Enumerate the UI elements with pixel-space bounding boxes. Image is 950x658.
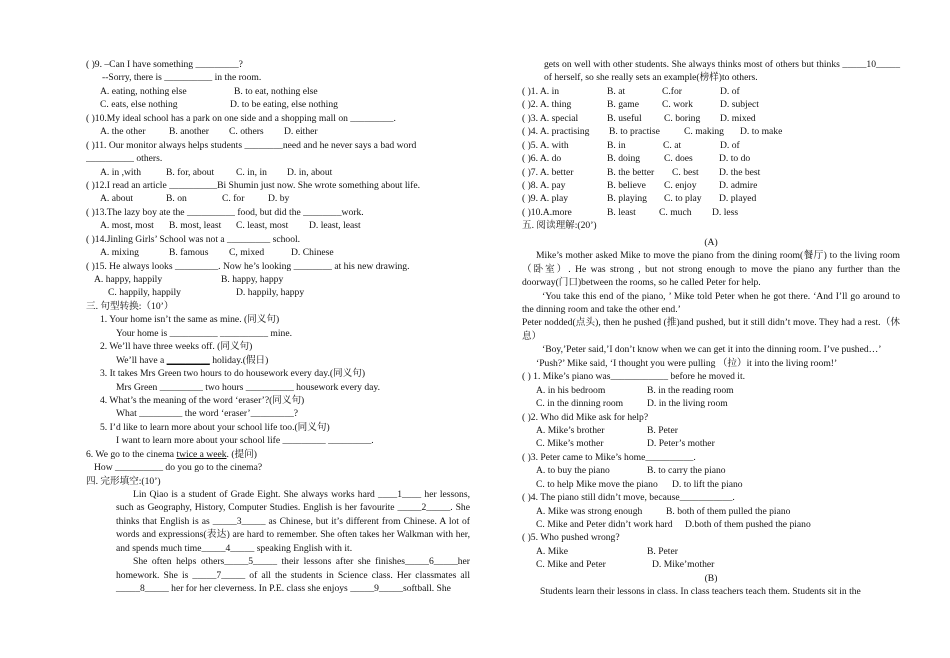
- q9-option-a: A. eating, nothing else: [100, 85, 187, 97]
- s6-question: [86, 448, 470, 461]
- cloze-opt-c: C. much: [659, 206, 692, 218]
- cloze-opt-b: B. the better: [607, 166, 655, 178]
- rq1-stem: ( ) 1. Mike’s piano was____________ before he moved it.: [522, 371, 746, 383]
- q13-option-b: B. most, least: [169, 220, 222, 232]
- cloze-opt-b: B. believe: [607, 179, 646, 191]
- cloze-opt-c: C. enjoy: [664, 179, 697, 191]
- s2-blank-line: _________: [166, 354, 210, 366]
- rq1-option-b: B. in the reading room: [647, 384, 734, 396]
- cloze-opt-b: B. game: [607, 99, 639, 111]
- q12-option-a: A. about: [100, 193, 134, 205]
- q14-options: [86, 246, 470, 259]
- cloze-paragraph-1: Lin Qiao is a student of Grade Eight. She always works hard ____1____ her lessons, such as Geography, History, Computer Studies. English is her favourite _____2_____. She thinks that English is as _____3_____ as Chinese, but it’s different from Chinese. A lot of words and expressions(表达) are hard to remember. She often takes her Walkman with her, and spends much time_____4_____ speaking English with it.: [116, 489, 470, 554]
- q9-options-row2: [86, 98, 470, 111]
- rq3-option-b: B. to carry the piano: [647, 465, 726, 477]
- cloze-option-row: [522, 98, 900, 111]
- cloze-option-row: [522, 112, 900, 125]
- cloze-opt-b: B. useful: [607, 112, 642, 124]
- cloze-opt-c: C. making: [684, 126, 724, 138]
- cloze-opt-c: C. best: [672, 166, 699, 178]
- q10-stem: ( )10.My ideal school has a park on one side and a shopping mall on _________.: [86, 112, 396, 124]
- cloze-opt-d: D. to make: [740, 126, 783, 138]
- passage-a-paragraph-1: Mike’s mother asked Mike to move the piano from the dining room(餐厅) to the living room（卧室）. He was strong , but not strong enough to move the piano any further than the doorway(门口)between the rooms, so he called Peter for help.: [522, 250, 900, 289]
- rq5-option-d: D. Mike’mother: [652, 559, 715, 571]
- rq3-options-row1: [522, 464, 900, 477]
- cloze-opt-d: D. less: [712, 206, 739, 218]
- cloze-opt-c: C. at: [663, 139, 682, 151]
- q13-option-d: D. least, least: [309, 220, 361, 232]
- section4-title: 四. 完形填空:(10’): [86, 475, 161, 487]
- cloze-opt-b: B. least: [607, 206, 636, 218]
- q13-stem: ( )13.The lazy boy ate the __________ food, but did the ________work.: [86, 206, 364, 218]
- cloze-options-list: [522, 85, 900, 219]
- s3-blank: Mrs Green _________ two hours __________ housework every day.: [116, 381, 380, 393]
- cloze-option-row: [522, 206, 900, 219]
- cloze-option-row: [522, 125, 900, 138]
- cloze-option-row: [522, 166, 900, 179]
- q15-options-row1: [86, 273, 470, 286]
- passage-a-paragraph-5: ‘Push?’ Mike said, ‘I thought you were pulling （拉）it into the living room!’: [536, 357, 838, 369]
- cloze-opt-b: B. playing: [607, 193, 647, 205]
- rq4-options-row2: [522, 518, 900, 531]
- cloze-opt-d: D. mixed: [720, 112, 756, 124]
- q13-options: [86, 219, 470, 232]
- cloze-opt-c: C. to play: [664, 193, 702, 205]
- rq3-stem: ( )3. Peter came to Mike’s home__________.: [522, 451, 696, 463]
- rq3-options-row2: [522, 478, 900, 491]
- cloze-opt-c: C. boring: [664, 112, 701, 124]
- cloze-option-row: [522, 179, 900, 192]
- rq4-option-a: A. Mike was strong enough: [536, 505, 643, 517]
- rq1-option-c: C. in the dinning room: [536, 398, 624, 410]
- s2-blank: [86, 354, 470, 367]
- cloze-opt-b: B. to practise: [609, 126, 660, 138]
- s3-question: 3. It takes Mrs Green two hours to do housework every day.(同义句): [100, 368, 366, 380]
- s4-blank: What _________ the word ‘eraser’_________?: [116, 408, 299, 420]
- cloze-option-row: [522, 85, 900, 98]
- cloze-opt-d: D. played: [719, 193, 757, 205]
- cloze-opt-a: ( )1. A. in: [522, 85, 560, 97]
- cloze-option-row: [522, 152, 900, 165]
- cloze-opt-a: ( )6. A. do: [522, 153, 562, 165]
- rq2-option-d: D. Peter’s mother: [647, 438, 715, 450]
- rq2-option-c: C. Mike’s mother: [536, 438, 604, 450]
- cloze-opt-c: C. does: [664, 153, 693, 165]
- cloze-option-row: [522, 139, 900, 152]
- q11-options: [86, 166, 470, 179]
- cloze-opt-a: ( )9. A. play: [522, 193, 569, 205]
- passage-a-label: (A): [704, 236, 718, 248]
- cloze-opt-d: D. subject: [720, 99, 759, 111]
- cloze-opt-d: D. to do: [719, 153, 751, 165]
- q15-stem: ( )15. He always looks _________. Now he’s looking ________ at his new drawing.: [86, 260, 410, 272]
- q10-option-a: A. the other: [100, 126, 146, 138]
- q13-option-c: C. least, most: [236, 220, 289, 232]
- passage-a-paragraph-2: ‘You take this end of the piano, ’ Mike told Peter when he got there. ‘And I’ll go around to the dinning room and take the other end.’: [522, 290, 900, 315]
- cloze-option-row: [522, 192, 900, 205]
- rq3-option-a: A. to buy the piano: [536, 465, 610, 477]
- s1-blank: Your home is __________ __________ mine.: [116, 327, 292, 339]
- rq2-option-b: B. Peter: [647, 424, 678, 436]
- cloze-paragraph-2: She often helps others_____5_____ their lessons after she finishes_____6_____her homework. She is _____7_____ of all the students in Science class. Her classmates all _____8_____ her for her cleverness. In P.E. class she enjoys _____9_____softball. She: [116, 556, 470, 595]
- cloze-continuation: gets on well with other students. She always thinks most of others but thinks _____10_____ of herself, so she really sets an example(榜样)to others.: [544, 59, 900, 84]
- q15-options-row2: [86, 286, 470, 299]
- cloze-opt-a: ( )7. A. better: [522, 166, 574, 178]
- q15-option-c: C. happily, happily: [108, 287, 181, 299]
- q9-answer: --Sorry, there is __________ in the room.: [102, 72, 262, 84]
- rq2-option-a: A. Mike’s brother: [536, 424, 605, 436]
- q14-option-d: D. Chinese: [291, 247, 334, 259]
- q9-option-d: D. to be eating, else nothing: [230, 99, 338, 111]
- s6-blank: How __________ do you go to the cinema?: [94, 462, 263, 474]
- rq2-options-row1: [522, 424, 900, 437]
- right-column: [522, 58, 900, 599]
- cloze-opt-d: D. admire: [719, 179, 758, 191]
- s2-blank-post: holiday.(假日): [209, 354, 269, 366]
- s6-question-pre: 6. We go to the cinema: [86, 448, 177, 460]
- q15-option-d: D. happily, happy: [236, 287, 305, 299]
- q12-option-d: D. by: [268, 193, 290, 205]
- s1-question: 1. Your home isn’t the same as mine. (同义句): [100, 314, 280, 326]
- rq4-option-d: D.both of them pushed the piano: [685, 519, 811, 531]
- rq1-option-d: D. in the living room: [647, 398, 728, 410]
- q9-options-row1: [86, 85, 470, 98]
- rq2-stem: ( )2. Who did Mike ask for help?: [522, 411, 649, 423]
- q14-option-a: A. mixing: [100, 247, 139, 259]
- q11-option-c: C. in, in: [236, 166, 267, 178]
- q10-option-c: C. others: [229, 126, 264, 138]
- q12-options: [86, 192, 470, 205]
- rq5-options-row1: [522, 545, 900, 558]
- rq2-options-row2: [522, 437, 900, 450]
- s4-question: 4. What’s the meaning of the word ‘eraser’?(同义句): [100, 394, 305, 406]
- q10-options: [86, 125, 470, 138]
- rq4-option-c: C. Mike and Peter didn’t work hard: [536, 519, 673, 531]
- q9-option-c: C. eats, else nothing: [100, 99, 178, 111]
- s2-blank-pre: We’ll have a: [116, 354, 167, 366]
- q11-option-a: A. in ,with: [100, 166, 142, 178]
- q11-stem: ( )11. Our monitor always helps students ________need and he never says a bad word: [86, 139, 417, 151]
- q14-option-b: B. famous: [169, 247, 209, 259]
- rq3-option-c: C. to help Mike move the piano: [536, 478, 658, 490]
- q10-option-d: D. either: [284, 126, 318, 138]
- section5-title: 五. 阅读理解:(20’): [522, 220, 597, 232]
- q12-option-c: C. for: [222, 193, 245, 205]
- cloze-opt-b: B. at: [607, 85, 626, 97]
- rq5-option-b: B. Peter: [647, 545, 678, 557]
- passage-b-paragraph-1: Students learn their lessons in class. In class teachers teach them. Students sit in the: [540, 586, 861, 598]
- cloze-opt-a: ( )4. A. practising: [522, 126, 590, 138]
- cloze-opt-a: ( )10.A.more: [522, 206, 572, 218]
- q13-option-a: A. most, most: [100, 220, 154, 232]
- q14-stem: ( )14.Jinling Girls’ School was not a _________ school.: [86, 233, 301, 245]
- rq4-options-row1: [522, 505, 900, 518]
- cloze-opt-b: B. doing: [607, 153, 641, 165]
- passage-a-paragraph-3: Peter nodded(点头), then he pushed (推)and pushed, but it still didn’t move. They had a rest.（休息）: [522, 317, 900, 342]
- rq1-options-row1: [522, 384, 900, 397]
- cloze-opt-c: C. work: [662, 99, 693, 111]
- q9-option-b: B. to eat, nothing else: [234, 85, 318, 97]
- rq5-option-a: A. Mike: [536, 545, 568, 557]
- q14-option-c: C, mixed: [229, 247, 265, 259]
- rq5-option-c: C. Mike and Peter: [536, 559, 606, 571]
- rq5-options-row2: [522, 558, 900, 571]
- left-column: [86, 58, 470, 596]
- rq4-stem: ( )4. The piano still didn’t move, because___________.: [522, 492, 735, 504]
- cloze-opt-d: D. the best: [719, 166, 761, 178]
- rq3-option-d: D. to lift the piano: [672, 478, 743, 490]
- s6-underlined-phrase: twice a week: [176, 448, 227, 460]
- q10-option-b: B. another: [169, 126, 209, 138]
- q15-option-b: B. happy, happy: [221, 274, 284, 285]
- rq1-option-a: A. in his bedroom: [536, 384, 606, 396]
- q12-option-b: B. on: [166, 193, 187, 205]
- cloze-opt-a: ( )3. A. special: [522, 112, 579, 124]
- cloze-opt-a: ( )5. A. with: [522, 139, 569, 151]
- section3-title: 三. 句型转换:（10’）: [86, 300, 174, 312]
- cloze-opt-b: B. in: [607, 139, 626, 151]
- q9-stem: ( )9. –Can I have something _________?: [86, 59, 243, 70]
- passage-b-label: (B): [704, 572, 718, 584]
- s2-question: 2. We’ll have three weeks off. (同义句): [100, 341, 253, 353]
- q15-option-a: A. happy, happily: [94, 274, 163, 285]
- cloze-opt-c: C.for: [662, 85, 682, 97]
- cloze-opt-a: ( )2. A. thing: [522, 99, 572, 111]
- rq1-options-row2: [522, 397, 900, 410]
- q11-option-b: B. for, about: [166, 166, 215, 178]
- rq4-option-b: B. both of them pulled the piano: [666, 505, 791, 517]
- q12-stem: ( )12.I read an article __________Bi Shumin just now. She wrote something about life.: [86, 179, 421, 191]
- cloze-opt-d: D. of: [720, 85, 740, 97]
- q11-option-d: D. in, about: [287, 166, 333, 178]
- rq5-stem: ( )5. Who pushed wrong?: [522, 532, 620, 544]
- s5-blank: I want to learn more about your school life _________ _________.: [116, 435, 374, 447]
- s6-question-post: . (提问): [226, 448, 257, 460]
- cloze-opt-a: ( )8. A. pay: [522, 179, 566, 191]
- q11-stem-cont: __________ others.: [86, 153, 163, 165]
- s5-question: 5. I’d like to learn more about your school life too.(同义句): [100, 421, 330, 433]
- cloze-opt-d: D. of: [720, 139, 740, 151]
- passage-a-paragraph-4: ‘Boy,’Peter said,’I don’t know when we can get it into the dinning room. I’ve pushed…’: [542, 344, 882, 356]
